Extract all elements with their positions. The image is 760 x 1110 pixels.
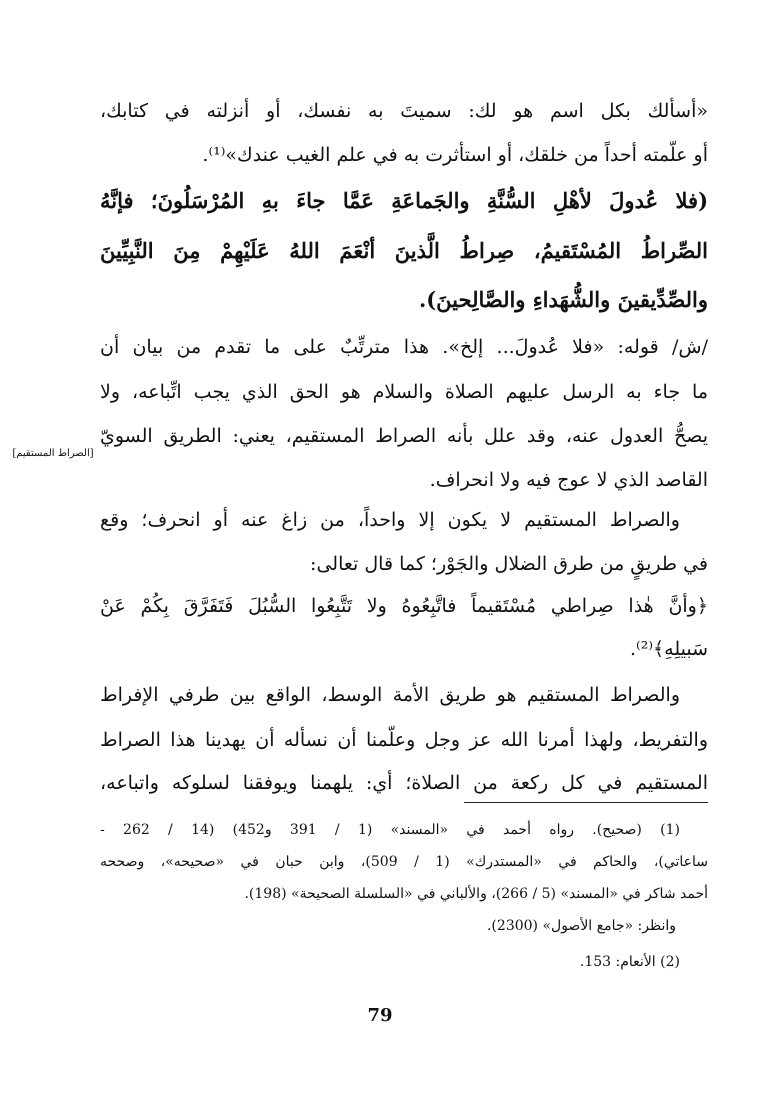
matn-line: الصِّراطُ المُسْتَقيمُ، صِراطُ الَّذينَ أنْعَمَ اللهُ عَلَيْهِمْ مِنَ النَّبِيِّينَ (100, 238, 708, 263)
footnote-line: أحمد شاكر في «المسند» (5 / 266)، والألباني في «السلسلة الصحيحة» (198). (244, 886, 708, 902)
body-line: والصراط المستقيم لا يكون إلا واحداً، من زاغ عنه أو انحرف؛ وقع (100, 509, 680, 531)
footnote-line: (2) الأنعام: 153. (579, 954, 680, 970)
footnote-line: ساعاتي)، والحاكم في «المستدرك» (1 / 509)، وابن حبان في «صحيحه»، وصححه (100, 854, 708, 870)
footnote-line: وانظر: «جامع الأصول» (2300). (486, 918, 676, 934)
body-line: يصحُّ العدول عنه، وقد علل بأنه الصراط المستقيم، يعني: الطريق السويّ (100, 425, 708, 447)
margin-heading: [الصراط المستقيم] (12, 448, 94, 459)
body-line: /ش/ قوله: «فلا عُدولَ... إلخ». هذا مترتِّبٌ على ما تقدم من بيان أن (100, 336, 708, 358)
quran-verse-line: سَبيلِهِ﴾⁽²⁾. (629, 638, 708, 660)
matn-line: والصِّدِّيقينَ والشُّهَداءِ والصَّالِحينَ). (418, 287, 708, 312)
body-line: والتفريط، ولهذا أمرنا الله عز وجل وعلَّمنا أن نسأله أن يهدينا هذا الصراط (100, 729, 708, 751)
footnote-line: (1) (صحيح). رواه أحمد في «المسند» (1 / 391 و452) (14 / 262 - (100, 822, 680, 838)
body-line: ما جاء به الرسل عليهم الصلاة والسلام هو الحق الذي يجب اتِّباعه، ولا (100, 381, 708, 403)
body-line: «أسألك بكل اسم هو لك: سميتَ به نفسك، أو أنزلته في كتابك، (100, 100, 708, 122)
body-line: في طريقٍ من طرق الضلال والجَوْر؛ كما قال تعالى: (310, 553, 708, 575)
body-line: أو علَّمته أحداً من خلقك، أو استأثرت به في علم الغيب عندك»⁽¹⁾. (202, 144, 708, 166)
body-line: المستقيم في كل ركعة من الصلاة؛ أي: يلهمنا ويوفقنا لسلوكه واتباعه، (100, 772, 708, 794)
page-number: 79 (367, 1005, 393, 1026)
footnote-separator (464, 802, 708, 803)
body-line: القاصد الذي لا عوج فيه ولا انحراف. (429, 469, 708, 491)
body-line: والصراط المستقيم هو طريق الأمة الوسط، الواقع بين طرفي الإفراط (100, 684, 680, 706)
matn-line: (فلا عُدولَ لأهْلِ السُّنَّةِ والجَماعَةِ عَمَّا جاءَ بهِ المُرْسَلُونَ؛ فإنَّهُ (100, 188, 708, 213)
quran-verse-line: ﴿وأنَّ هٰذا صِراطي مُسْتَقيماً فاتَّبِعُوهُ ولا تَتَّبِعُوا السُّبُلَ فَتَفَرَّقَ بِكُمْ عَنْ (100, 595, 708, 617)
